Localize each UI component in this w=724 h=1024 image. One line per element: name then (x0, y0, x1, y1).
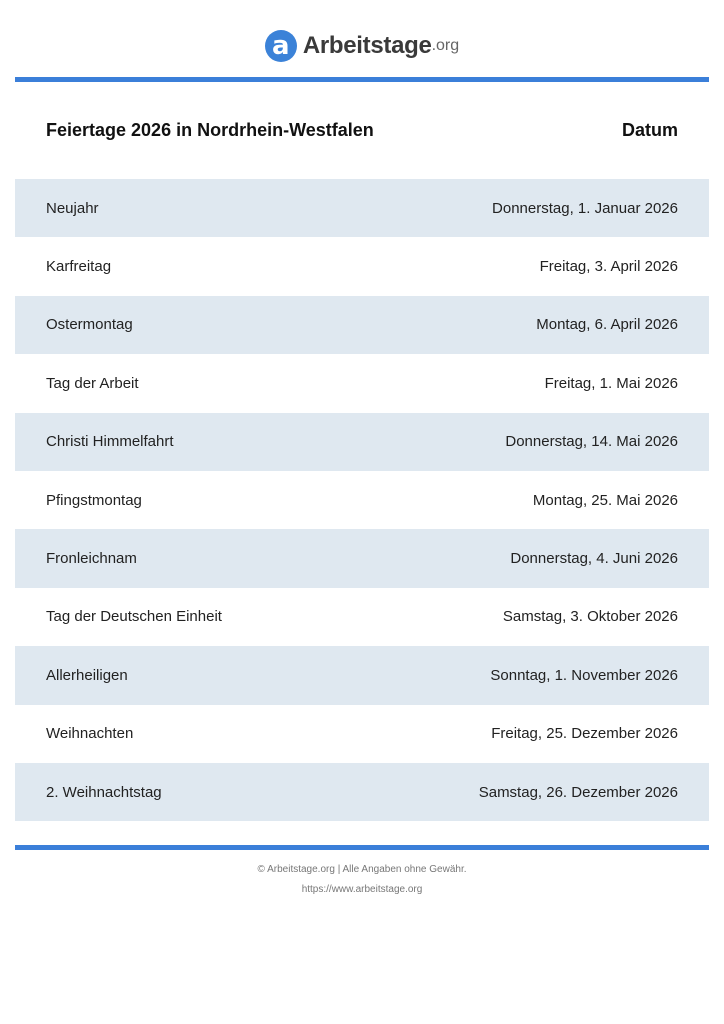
holiday-name: Weihnachten (46, 725, 134, 743)
site-logo (0, 30, 724, 62)
holiday-date: Freitag, 25. Dezember 2026 (491, 725, 678, 743)
holiday-name: Tag der Deutschen Einheit (46, 608, 222, 626)
holiday-date: Montag, 6. April 2026 (536, 316, 678, 334)
holiday-name: Christi Himmelfahrt (46, 433, 174, 451)
holiday-name: Karfreitag (46, 258, 112, 276)
table-row (15, 413, 709, 471)
holiday-name: Allerheiligen (46, 666, 128, 684)
table-header (15, 110, 709, 150)
table-row (15, 763, 709, 821)
footer-url[interactable]: https://www.arbeitstage.org (301, 884, 423, 895)
top-divider (15, 77, 709, 82)
bottom-divider (15, 845, 709, 850)
table-row (15, 179, 709, 237)
table-row (15, 296, 709, 354)
table-row (15, 354, 709, 412)
holiday-date: Freitag, 1. Mai 2026 (544, 374, 678, 392)
holiday-name: Fronleichnam (46, 550, 137, 568)
holiday-name: Neujahr (46, 199, 99, 217)
holiday-date: Samstag, 3. Oktober 2026 (502, 608, 678, 626)
at-sign-icon: a (265, 30, 297, 62)
table-row (15, 705, 709, 763)
logo-name: Arbeitstage (302, 32, 432, 59)
holiday-table (15, 179, 709, 821)
table-row (15, 588, 709, 646)
holiday-date: Samstag, 26. Dezember 2026 (478, 783, 678, 801)
holiday-date: Freitag, 3. April 2026 (539, 258, 678, 276)
table-row (15, 237, 709, 295)
table-row (15, 529, 709, 587)
holiday-date: Sonntag, 1. November 2026 (490, 666, 678, 684)
holiday-name: Pfingstmontag (46, 491, 142, 509)
holiday-date: Donnerstag, 14. Mai 2026 (505, 433, 678, 451)
holiday-name: Ostermontag (46, 316, 133, 334)
table-row (15, 471, 709, 529)
holiday-date: Montag, 25. Mai 2026 (532, 491, 678, 509)
holiday-date: Donnerstag, 4. Juni 2026 (510, 550, 678, 568)
holiday-name: 2. Weihnachtstag (46, 783, 162, 801)
holiday-name: Tag der Arbeit (46, 374, 139, 392)
table-row (15, 646, 709, 704)
holiday-date: Donnerstag, 1. Januar 2026 (492, 199, 678, 217)
footer-copyright: © Arbeitstage.org | Alle Angaben ohne Gewähr. (257, 864, 467, 875)
page-title: Feiertage 2026 in Nordrhein-Westfalen (46, 119, 374, 140)
logo-tld: .org (431, 37, 460, 54)
date-column-header: Datum (621, 119, 678, 140)
